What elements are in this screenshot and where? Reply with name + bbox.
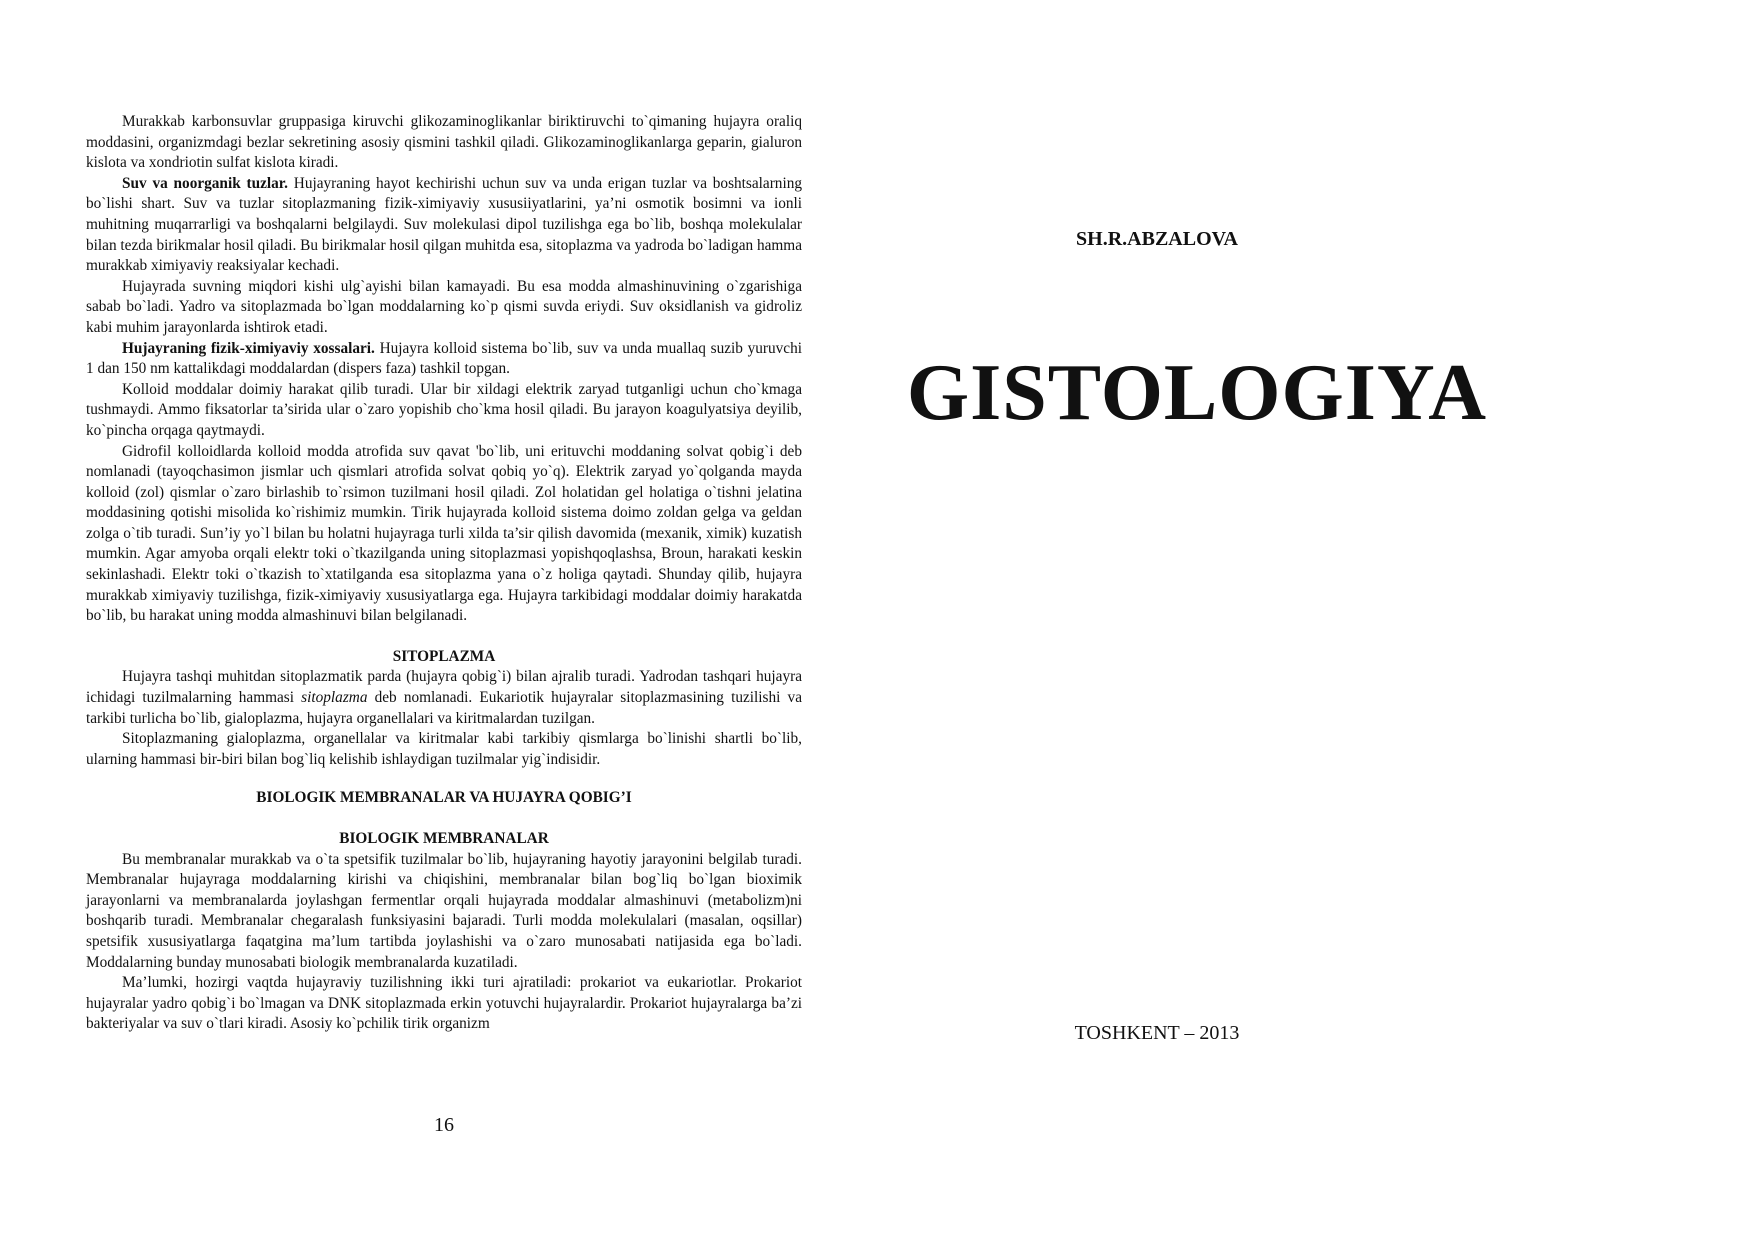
emphasis: sitoplazma bbox=[301, 689, 368, 707]
paragraph-lead: Suv va noorganik tuzlar. bbox=[122, 174, 288, 192]
paragraph: Kolloid moddalar doimiy harakat qilib turadi. Ular bir xildagi elektrik zaryad tutganligi uchun cho`kmaga tushmaydi. Ammo fiksatorlar ta’sirida ular o`zaro yopishib cho`kma hosil qiladi. Bu jarayon koagulyatsiya deyilib, ko`pincha orqaga qaytmaydi. bbox=[86, 380, 802, 439]
section-heading-biological-membranes: BIOLOGIK MEMBRANALAR bbox=[339, 830, 549, 847]
paragraph: Hujayrada suvning miqdori kishi ulg`ayishi bilan kamayadi. Bu esa modda almashinuvining o`zgarishiga sabab bo`ladi. Yadro va sitoplazmada bo`lgan moddalarning ko`p qismi suvda eriydi. Suv oksidlanish va gidroliz kabi muhim jarayonlarda ishtirok etadi. bbox=[86, 277, 802, 336]
author-name: SH.R.ABZALOVA bbox=[1076, 228, 1238, 250]
right-page-title-page bbox=[877, 0, 1754, 1240]
paragraph: Ma’lumki, hozirgi vaqtda hujayraviy tuzilishning ikki turi ajratiladi: prokariot va eukariotlar. Prokariot hujayralar yadro qobig`i bo`lmagan va DNK sitoplazmada erkin yotuvchi hujayralardir. Prokariot hujayralarga ba’zi bakteriyalar va suv o`tlari kiradi. Asosiy ko`pchilik tirik organizm bbox=[86, 974, 802, 1033]
paragraph: Hujayraning fizik-ximiyaviy xossalari. Hujayra kolloid sistema bo`lib, suv va unda muallaq suzib yuruvchi 1 dan 150 nm kattalikdagi moddalardan (dispers faza) tashkil topgan. bbox=[86, 339, 802, 378]
paragraph: Murakkab karbonsuvlar gruppasiga kiruvchi glikozaminoglikanlar biriktiruvchi to`qimaning hujayra oraliq moddasini, organizmdagi bezlar sekretining asosiy qismini tashkil qiladi. Glikozaminoglikanlarga geparin, gialuron kislota va xondriotin sulfat kislota kiradi. bbox=[86, 113, 802, 172]
section-heading-membranes-and-cell-wall: BIOLOGIK MEMBRANALAR VA HUJAYRA QOBIG’I bbox=[256, 789, 632, 807]
publication-place-year: TOSHKENT – 2013 bbox=[1074, 1022, 1240, 1044]
paragraph: Hujayra tashqi muhitdan sitoplazmatik parda (hujayra qobig`i) bilan ajralib turadi. Yadrodan tashqari hujayra ichidagi tuzilmalarning hammasi sitoplazma deb nomlanadi. Eukariotik hujayralar sitoplazmasining tuzilishi va tarkibi turlicha bo`lib, gialoplazma, hujayra organellalari va kiritmalardan tuzilgan. bbox=[86, 668, 802, 727]
left-page bbox=[86, 112, 802, 1142]
spacer bbox=[86, 627, 802, 647]
paragraph: Bu membranalar murakkab va o`ta spetsifik tuzilmalar bo`lib, hujayraning hayotiy jarayonini belgilab turadi. Membranalar hujayraga moddalarning kirishi va chiqishini, membranalar bilan bog`liq bo`lgan bioximik jarayonlarni va membranalarda joylashgan fermentlar orqali hujayrada moddalar almashinuvi (metabolizm)ni boshqarib turadi. Membranalar chegaralash funksiyasini bajaradi. Turli modda molekulalari (masalan, oqsillar) spetsifik xususiyatlarga faqatgina ma’lum tartibda joylashishi va o`zaro munosabati natijasida ega bo`ladi. Moddalarning bunday munosabati biologik membranalarda kuzatiladi. bbox=[86, 850, 802, 971]
paragraph: Gidrofil kolloidlarda kolloid modda atrofida suv qavat 'bo`lib, uni erituvchi moddaning solvat qobig`i deb nomlanadi (tayoqchasimon jismlar uch qismlari atrofida solvat qobiq yo`q). Elektrik zaryad yo`qolganda mayda kolloid (zol) qismlar o`zaro birlashib to`rsimon tuzilmani hosil qiladi. Zol holatidan gel holatiga o`tishni jelatina moddasining qotishi misolida ko`rishimiz mumkin. Tirik hujayrada kolloid sistema doimo zoldan gelga va geldan zolga o`tib turadi. Sun’iy yo`l bilan bu holatni hujayraga turli xilda ta’sir qilish davomida (mexanik, ximik) kuzatish mumkin. Agar amyoba orqali elektr toki o`tkazilganda uning sitoplazmasi yopishqoqlashsa, Broun, harakati keskin sekinlashadi. Elektr toki o`tkazish to`xtatilganda esa sitoplazma yana o`z holiga qaytadi. Shunday qilib, hujayra murakkab ximiyaviy tuzilishga, fizik-ximiyaviy xususiyatlarga ega. Hujayra tarkibidagi moddalar doimiy harakatda bo`lib, bu harakat uning modda almashinuvi bilan belgilanadi. bbox=[86, 442, 802, 625]
section-heading-sitoplazma: SITOPLAZMA bbox=[392, 647, 496, 665]
paragraph: Sitoplazmaning gialoplazma, organellalar va kiritmalar kabi tarkibiy qismlarga bo`linishi shartli bo`lib, ularning hammasi bir-biri bilan bog`liq kelishib ishlaydigan tuzilmalar yig`indisidir. bbox=[86, 730, 802, 768]
spacer bbox=[86, 809, 802, 829]
spacer bbox=[86, 770, 802, 788]
book-title: GISTOLOGIYA bbox=[906, 349, 1488, 437]
paragraph: Suv va noorganik tuzlar. Hujayraning hayot kechirishi uchun suv va unda erigan tuzlar va boshtsalarning bo`lishi shart. Suv va tuzlar sitoplazmaning fizik-ximiyaviy xususiiyatlarini, ya’ni osmotik bosimni va ionli muhitning muqarrarligi va boshqalarni belgilaydi. Suv molekulasi dipol tuzilishga ega bo`lib, boshqa molekulalar bilan tezda birikmalar hosil qiladi. Bu birikmalar hosil qilgan muhitda esa, sitoplazma va yadroda bo`ladigan hamma murakkab ximiyaviy reaksiyalar kechadi. bbox=[86, 174, 802, 275]
page-number: 16 bbox=[434, 1114, 454, 1136]
paragraph-lead: Hujayraning fizik-ximiyaviy xossalari. bbox=[122, 339, 375, 357]
